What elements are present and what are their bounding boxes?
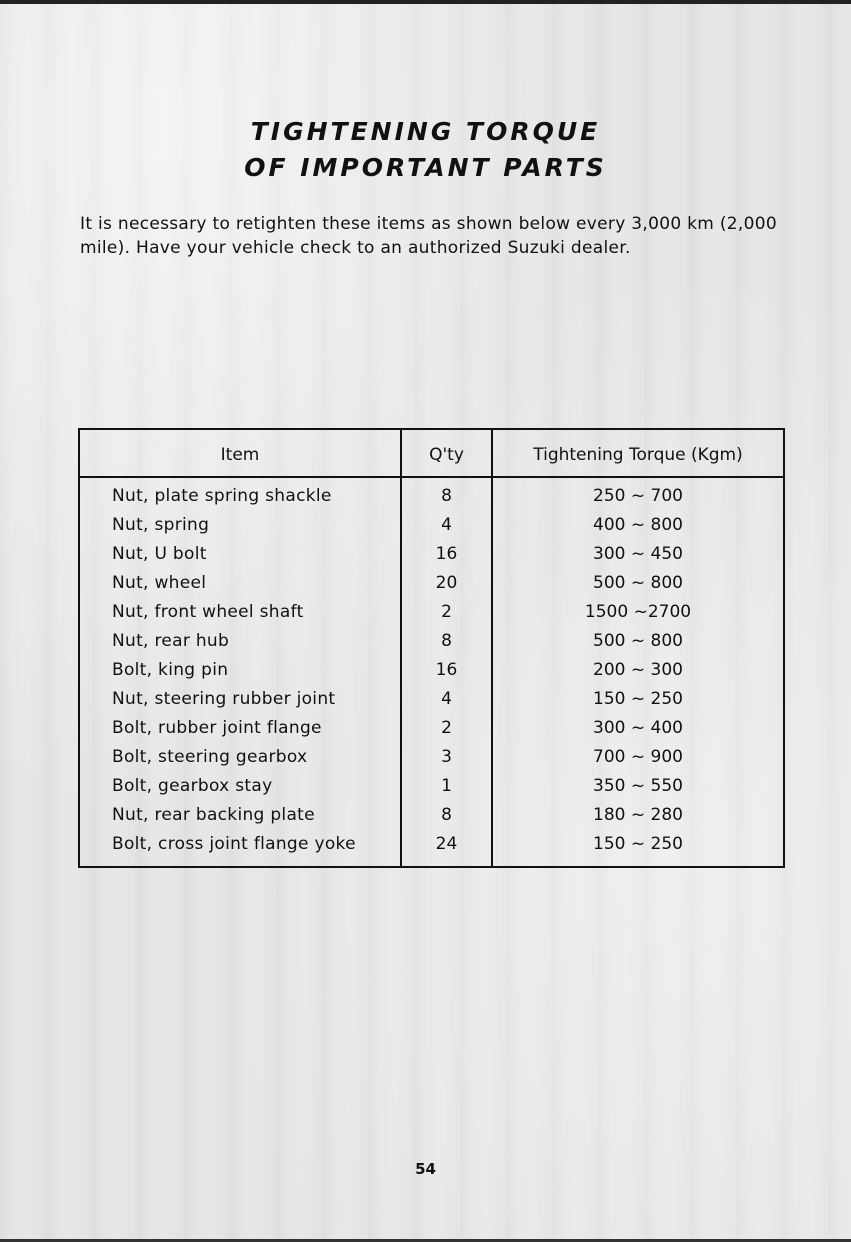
cell-item: Bolt, king pin — [112, 660, 229, 680]
cell-qty: 16 — [435, 544, 458, 564]
table-row — [80, 484, 783, 513]
cell-torque: 300 ~ 450 — [593, 544, 683, 564]
cell-qty: 3 — [441, 747, 452, 767]
cell-item: Bolt, cross joint flange yoke — [112, 834, 356, 854]
cell-item: Nut, spring — [112, 515, 210, 535]
cell-torque: 500 ~ 800 — [593, 631, 683, 651]
cell-torque: 200 ~ 300 — [593, 660, 683, 680]
cell-item: Bolt, rubber joint flange — [112, 718, 322, 738]
cell-item: Nut, rear backing plate — [112, 805, 315, 825]
cell-qty: 4 — [441, 689, 452, 709]
cell-qty: 2 — [441, 718, 452, 738]
table-row — [80, 513, 783, 542]
top-edge — [0, 0, 851, 4]
table-row — [80, 571, 783, 600]
table-row — [80, 658, 783, 687]
table-row — [80, 803, 783, 832]
intro-paragraph — [80, 212, 800, 260]
cell-torque: 500 ~ 800 — [593, 573, 683, 593]
table-row — [80, 600, 783, 629]
cell-qty: 8 — [441, 631, 452, 651]
cell-item: Nut, plate spring shackle — [112, 486, 332, 506]
cell-qty: 4 — [441, 515, 452, 535]
table-row — [80, 716, 783, 745]
table-row — [80, 542, 783, 571]
cell-qty: 24 — [435, 834, 458, 854]
cell-qty: 16 — [435, 660, 458, 680]
cell-qty: 8 — [441, 805, 452, 825]
table-body — [80, 484, 783, 861]
intro-line-1: It is necessary to retighten these items as shown below every 3,000 km (2,000 — [80, 214, 777, 234]
intro-line-2: mile). Have your vehicle check to an authorized Suzuki dealer. — [80, 238, 631, 258]
header-qty: Q'ty — [429, 445, 464, 465]
page-number: 54 — [415, 1160, 436, 1178]
table-row — [80, 832, 783, 861]
torque-table — [78, 428, 785, 868]
cell-qty: 20 — [435, 573, 458, 593]
cell-torque: 700 ~ 900 — [593, 747, 683, 767]
page-title-line-1: TIGHTENING TORQUE — [250, 117, 601, 146]
cell-torque: 180 ~ 280 — [593, 805, 683, 825]
table-row — [80, 687, 783, 716]
page-title-line-2: OF IMPORTANT PARTS — [244, 153, 607, 182]
cell-item: Bolt, steering gearbox — [112, 747, 308, 767]
cell-torque: 150 ~ 250 — [593, 834, 683, 854]
cell-torque: 250 ~ 700 — [593, 486, 683, 506]
cell-torque: 400 ~ 800 — [593, 515, 683, 535]
cell-item: Nut, U bolt — [112, 544, 207, 564]
table-row — [80, 629, 783, 658]
cell-torque: 150 ~ 250 — [593, 689, 683, 709]
cell-item: Bolt, gearbox stay — [112, 776, 273, 796]
cell-qty: 2 — [441, 602, 452, 622]
cell-item: Nut, rear hub — [112, 631, 230, 651]
cell-qty: 1 — [441, 776, 452, 796]
cell-item: Nut, front wheel shaft — [112, 602, 304, 622]
cell-torque: 350 ~ 550 — [593, 776, 683, 796]
header-item: Item — [220, 445, 260, 465]
cell-qty: 8 — [441, 486, 452, 506]
cell-item: Nut, steering rubber joint — [112, 689, 336, 709]
table-row — [80, 774, 783, 803]
table-row — [80, 745, 783, 774]
cell-torque: 300 ~ 400 — [593, 718, 683, 738]
header-divider — [80, 476, 783, 478]
header-torque: Tightening Torque (Kgm) — [533, 445, 743, 465]
cell-item: Nut, wheel — [112, 573, 207, 593]
cell-torque: 1500 ~2700 — [584, 602, 692, 622]
